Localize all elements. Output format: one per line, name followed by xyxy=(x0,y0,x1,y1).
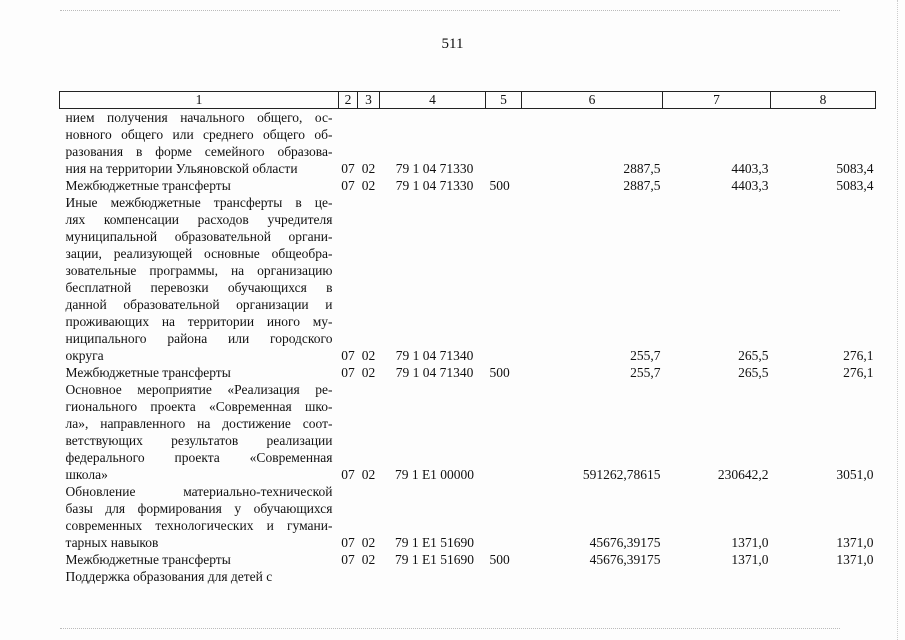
target-article-code: 79 1 04 71330 xyxy=(395,178,474,193)
section-code: 07 xyxy=(341,161,355,176)
amount-col6: 2887,5 xyxy=(623,178,661,193)
column-header-7: 7 xyxy=(663,92,771,109)
amount-col6 xyxy=(522,568,663,585)
scan-edge-top xyxy=(60,10,840,12)
amount-col7: 4403,3 xyxy=(731,161,769,176)
expense-type-code xyxy=(486,483,522,551)
amount-col7: 265,5 xyxy=(738,365,769,380)
description-line: федерального проекта «Современная xyxy=(65,450,333,465)
row-description xyxy=(60,364,339,381)
expense-type-code: 500 xyxy=(489,552,510,567)
section-code: 07 xyxy=(341,535,355,550)
description-line: ветствующих результатов реализации xyxy=(65,433,333,448)
amount-col6: 591262,78615 xyxy=(582,467,661,482)
scan-edge-right xyxy=(897,0,899,640)
description-line: новного общего или среднего общего об- xyxy=(65,127,333,142)
description-line: Межбюджетные трансферты xyxy=(65,365,231,380)
column-header-4: 4 xyxy=(380,92,486,109)
amount-col6: 45676,39175 xyxy=(589,552,661,567)
expense-type-code xyxy=(486,194,522,364)
amount-col7: 1371,0 xyxy=(731,535,769,550)
description-line: Межбюджетные трансферты xyxy=(65,552,231,567)
table-row xyxy=(60,483,876,551)
row-description xyxy=(60,568,339,585)
amount-col7: 265,5 xyxy=(738,348,769,363)
target-article-code: 79 1 04 71340 xyxy=(395,348,474,363)
amount-col8: 1371,0 xyxy=(836,535,874,550)
subsection-code: 02 xyxy=(361,552,376,567)
subsection-code xyxy=(358,568,380,585)
column-header-2: 2 xyxy=(339,92,358,109)
description-line: школа» xyxy=(65,467,108,482)
column-header-6: 6 xyxy=(522,92,663,109)
target-article-code: 79 1 E1 00000 xyxy=(394,467,475,482)
description-line: Основное мероприятие «Реализация ре- xyxy=(65,382,333,397)
row-description xyxy=(60,381,339,483)
amount-col7 xyxy=(663,568,771,585)
table-row xyxy=(60,364,876,381)
amount-col6: 255,7 xyxy=(630,348,661,363)
row-description xyxy=(60,177,339,194)
description-line: зации, реализующей основные общеобра- xyxy=(65,246,333,261)
description-line: ния на территории Ульяновской области xyxy=(65,161,298,176)
section-code: 07 xyxy=(341,467,355,482)
scan-edge-bottom xyxy=(60,628,840,630)
description-line: ла», направленного на достижение соот- xyxy=(65,416,333,431)
section-code: 07 xyxy=(341,552,355,567)
column-header-5: 5 xyxy=(486,92,522,109)
row-description xyxy=(60,194,339,364)
amount-col8: 3051,0 xyxy=(836,467,874,482)
column-header-3: 3 xyxy=(358,92,380,109)
target-article-code: 79 1 E1 51690 xyxy=(394,535,475,550)
description-line: лях компенсации расходов учредителя xyxy=(65,212,333,227)
description-line: округа xyxy=(65,348,104,363)
subsection-code: 02 xyxy=(361,178,376,193)
target-article-code: 79 1 04 71340 xyxy=(395,365,474,380)
section-code: 07 xyxy=(341,178,355,193)
amount-col6: 2887,5 xyxy=(623,161,661,176)
table-row xyxy=(60,109,876,178)
expense-type-code xyxy=(486,381,522,483)
table-row xyxy=(60,177,876,194)
expense-type-code xyxy=(486,109,522,178)
column-header-8: 8 xyxy=(771,92,876,109)
description-line: Поддержка образования для детей с xyxy=(65,569,273,584)
table-row xyxy=(60,381,876,483)
target-article-code: 79 1 E1 51690 xyxy=(394,552,475,567)
table-row xyxy=(60,568,876,585)
table-row xyxy=(60,194,876,364)
description-line: Иные межбюджетные трансферты в це- xyxy=(65,195,333,210)
description-line: проживающих на территории иного му- xyxy=(65,314,333,329)
amount-col7: 230642,2 xyxy=(717,467,769,482)
amount-col8: 5083,4 xyxy=(836,161,874,176)
target-article-code xyxy=(380,568,486,585)
table-body xyxy=(60,109,876,586)
section-code xyxy=(339,568,358,585)
row-description xyxy=(60,483,339,551)
target-article-code: 79 1 04 71330 xyxy=(395,161,474,176)
row-description xyxy=(60,109,339,178)
amount-col6: 255,7 xyxy=(630,365,661,380)
description-line: муниципальной образовательной органи- xyxy=(65,229,333,244)
subsection-code: 02 xyxy=(361,467,376,482)
section-code: 07 xyxy=(341,365,355,380)
expense-type-code: 500 xyxy=(489,178,510,193)
expense-type-code: 500 xyxy=(489,365,510,380)
column-header-1: 1 xyxy=(60,92,339,109)
subsection-code: 02 xyxy=(361,161,376,176)
amount-col8 xyxy=(771,568,876,585)
amount-col7: 1371,0 xyxy=(731,552,769,567)
subsection-code: 02 xyxy=(361,535,376,550)
expense-type-code xyxy=(486,568,522,585)
amount-col7: 4403,3 xyxy=(731,178,769,193)
description-line: базы для формирования у обучающихся xyxy=(65,501,333,516)
subsection-code: 02 xyxy=(361,365,376,380)
amount-col8: 276,1 xyxy=(843,365,874,380)
description-line: ниципального района или городского xyxy=(65,331,333,346)
subsection-code: 02 xyxy=(361,348,376,363)
description-line: тарных навыков xyxy=(65,535,159,550)
amount-col8: 1371,0 xyxy=(836,552,874,567)
page-number: 511 xyxy=(441,36,464,52)
description-line: данной образовательной организации и xyxy=(65,297,333,312)
header-row xyxy=(60,92,876,109)
row-description xyxy=(60,551,339,568)
description-line: зовательные программы, на организацию xyxy=(65,263,333,278)
description-line: Обновление материально-технической xyxy=(65,484,333,499)
description-line: гионального проекта «Современная шко- xyxy=(65,399,333,414)
amount-col8: 5083,4 xyxy=(836,178,874,193)
description-line: бесплатной перевозки обучающихся в xyxy=(65,280,333,295)
description-line: Межбюджетные трансферты xyxy=(65,178,231,193)
table-row xyxy=(60,551,876,568)
budget-table xyxy=(59,91,876,585)
description-line: современных технологических и гумани- xyxy=(65,518,333,533)
section-code: 07 xyxy=(341,348,355,363)
description-line: нием получения начального общего, ос- xyxy=(65,110,333,125)
description-line: разования в форме семейного образова- xyxy=(65,144,333,159)
amount-col6: 45676,39175 xyxy=(589,535,661,550)
amount-col8: 276,1 xyxy=(843,348,874,363)
